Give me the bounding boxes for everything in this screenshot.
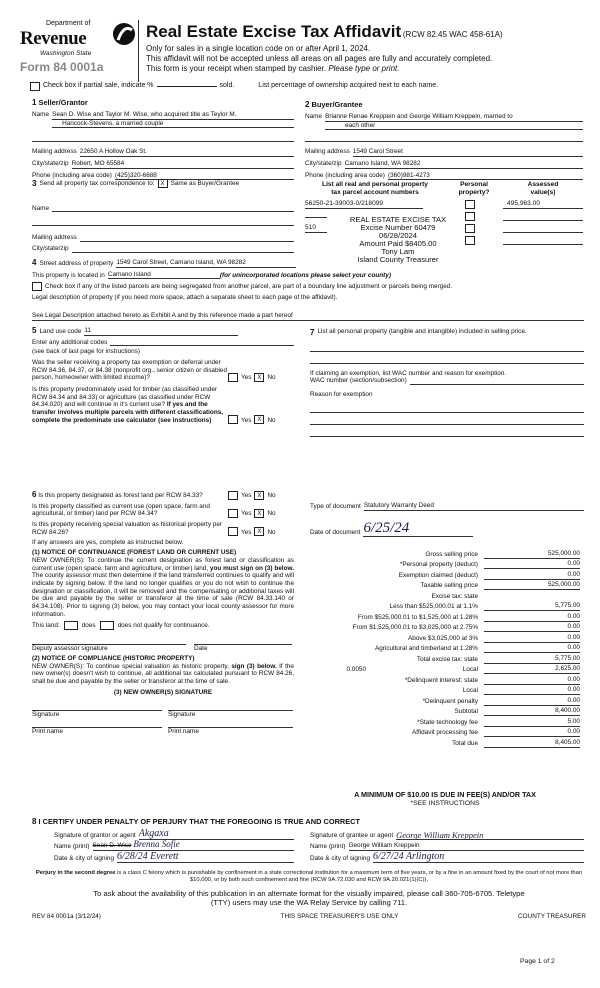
ownership-note: List percentage of ownership acquired next to each name. [258, 82, 439, 90]
exemption-label: If claiming an exemption, list WAC number and reason for exemption. [310, 369, 507, 377]
reason-label: Reason for exemption [310, 390, 373, 398]
subtitle-3: This form is your receipt when stamped by cashier. Please type or print. [146, 63, 400, 73]
q-forest: Is this property designated as forest land per RCW 84.33? [38, 492, 203, 499]
stamp-line-4: Amount Paid $8405.00 [359, 238, 437, 248]
tax-row-amount[interactable]: 0.00 [484, 697, 580, 706]
document-info [310, 502, 584, 537]
tax-row [300, 548, 580, 559]
revenue-wordmark: Revenue [20, 28, 87, 49]
buyer-name-line2[interactable]: each other [325, 122, 583, 131]
tax-row [300, 622, 580, 633]
same-as-buyer-label: Same as Buyer/Grantee [170, 179, 240, 187]
reason-line-3[interactable] [310, 425, 584, 437]
partial-sale-row [30, 82, 438, 91]
tax-row-amount[interactable]: 8,400.00 [484, 707, 580, 716]
q-exemption-yes[interactable] [228, 373, 238, 382]
buyer-mailing-label: Mailing address [305, 148, 350, 156]
tax-row-label: Less than $525,000.01 at 1.1% [389, 603, 478, 611]
q-current-use: Is this property classified as current use (open space, farm and agricultural, or timber) land per RCW 84.34? [32, 502, 210, 518]
deputy-date-label: Date [194, 645, 208, 653]
page-number: Page 1 of 2 [520, 958, 555, 965]
street-field[interactable]: 1549 Carol Street, Camano Island, WA 98282 [116, 259, 296, 268]
q-current-use-no[interactable]: X [254, 509, 264, 518]
grantee-date-label: Date & city of signing [310, 855, 371, 863]
assessed-value-1[interactable]: 495,963.00 [503, 200, 583, 209]
treasurer-space-label: THIS SPACE TREASURER'S USE ONLY [280, 913, 399, 920]
grantee-signature[interactable]: George William Kreppein [396, 831, 584, 841]
tax-row-amount[interactable]: 525,000.00 [484, 550, 580, 559]
q-exemption: Was the seller receiving a property tax exemption or deferral under RCW 84.36, 84.37, or 84.38 (nonprofit org., senior citizen or disabled person, homeowner with limited income)? [32, 358, 228, 382]
section-7-number: 7 [310, 328, 315, 337]
legal-description-field[interactable]: See Legal Description attached hereto as Exhibit A and by this reference made a part hereof [32, 312, 584, 321]
tax-row-amount[interactable]: 0.00 [484, 644, 580, 653]
tax-row [300, 611, 580, 622]
q-timber-yes[interactable] [228, 415, 238, 424]
additional-codes-label: Enter any additional codes [32, 338, 108, 346]
buyer-city-label: City/state/zip [305, 159, 342, 167]
seller-phone-label: Phone (including area code) [32, 171, 112, 179]
section-1-number: 1 [32, 98, 37, 107]
footer-row [32, 913, 586, 921]
seller-phone-field[interactable]: (425)320-6688 [115, 172, 294, 181]
located-label: This property is located in [32, 271, 105, 279]
tax-row [300, 664, 580, 675]
q-exemption-no[interactable]: X [254, 373, 264, 382]
q-current-use-yes[interactable] [228, 509, 238, 518]
same-as-buyer-checkbox[interactable]: X [158, 179, 168, 188]
corr-city-label: City/state/zip [32, 244, 69, 252]
tax-row-label: *State technology fee [417, 718, 478, 726]
minimum-fee-note [300, 791, 590, 808]
tax-row [300, 559, 580, 570]
tax-row-label: Agricultural and timberland at 1.28% [374, 645, 478, 653]
assessed-value-2[interactable] [503, 212, 583, 221]
tax-row-amount[interactable]: 5.00 [484, 718, 580, 727]
located-field[interactable]: Camano Island [108, 271, 220, 280]
wac-label: WAC number (section/subsection) [310, 377, 407, 385]
grantor-signature[interactable]: Akgaxa [139, 829, 294, 840]
seller-city-label: City/state/zip [32, 159, 69, 167]
revenue-swirl-icon [112, 20, 136, 48]
tax-row-label: Taxable selling price [420, 582, 478, 590]
stamp-line-2: Excise Number 60479 [360, 222, 436, 232]
wa-state-text: Washington State [40, 50, 92, 57]
certification-section [32, 817, 592, 827]
tax-row [300, 569, 580, 580]
grantee-print-name[interactable]: George William Kreppein [349, 842, 584, 851]
segregated-checkbox[interactable] [32, 282, 42, 291]
section-3-number: 3 [32, 179, 37, 188]
notice-continuance-title: (1) NOTICE OF CONTINUANCE (FOREST LAND OR CURRENT USE) [32, 549, 237, 557]
tax-row-amount[interactable]: 5,775.00 [484, 602, 580, 611]
form-citation: (RCW 82.45 WAC 458-61A) [402, 30, 503, 39]
grantee-sign-block [310, 829, 584, 863]
see-back-note: (see back of last page for instructions) [32, 348, 140, 356]
section-2-number: 2 [305, 100, 310, 109]
dor-logo [16, 20, 144, 80]
stamp-line-1: REAL ESTATE EXCISE TAX [349, 215, 447, 224]
tax-row-label: *Personal property (deduct) [399, 561, 478, 569]
parcel-number-1[interactable]: 56250-21-39003-0/218099 [305, 200, 423, 209]
perjury-note [32, 870, 586, 884]
land-use-section: 5 Land use code 11 Enter any additional codes (see back of last page for instructions) Was the seller receiving a property tax exemption or deferral under RCW 84.36, 84.37, or 84.38 (nonprofit org., senior citizen or disabled person, homeowner with limited income)? Yes X No Is this property predominately used for timber (as classified under RCW 84.34 and 84.33) or agriculture (as classified under RCW 84.34.020) and will continue in it's current use? If yes and the transfer involves multiple parcels with different classifications, complete the predominate use calculator (see instructions) Yes X No [32, 326, 294, 424]
tax-calculation-table [300, 548, 580, 748]
does-not-checkbox[interactable] [100, 621, 114, 630]
header-divider [138, 20, 139, 82]
personal-header-2: property? [458, 188, 490, 196]
buyer-section [305, 100, 583, 180]
q-timber-no[interactable]: X [254, 415, 264, 424]
parcel-number-2-stub[interactable] [305, 217, 327, 218]
section-8-number: 8 [32, 817, 37, 826]
section-4-number: 4 [32, 258, 37, 267]
tax-row [300, 590, 580, 601]
personal-checkbox-3[interactable] [465, 224, 475, 233]
tax-row-amount[interactable]: 8,405.00 [484, 739, 580, 748]
notice-continuance-text: NEW OWNER(S): To continue the current designation as forest land or classification as current use (open space, farm and agriculture, or timber) land, you must sign on (3) below. The county assessor must then determine if the land transferred continues to qualify and will indicate by signing below. If the land no longer qualifies or you do not wish to continue the designation or classification, it will be removed and the compensating or additional taxes will be due and payable by the seller or transferor at the time of sale (RCW 84.33.140 or 84.34.108). Prior to signing (3) below, you may contact your local county assessor for more information. [32, 556, 294, 618]
tax-row [300, 695, 580, 706]
section-5-number: 5 [32, 326, 37, 335]
grantor-print-struck: Sean D. Wise [92, 842, 132, 850]
land-use-field[interactable]: 11 [84, 327, 238, 336]
partial-sale-label: Check box if partial sale, indicate % [43, 82, 154, 90]
tax-row-amount[interactable]: 0.00 [484, 686, 580, 695]
minimum-line-1: A MINIMUM OF $10.00 IS DUE IN FEE(S) AND/OR TAX [354, 790, 536, 799]
additional-codes-field[interactable] [110, 345, 294, 346]
reason-line-1[interactable] [310, 399, 584, 413]
seller-name-line2[interactable]: Hancock-Stevens, a married couple [52, 120, 294, 129]
tax-row-label: From $525,000.01 to $1,525,000 at 1.28% [357, 613, 478, 621]
buyer-city-field[interactable]: Camano Island, WA 98282 [345, 160, 583, 169]
buyer-name-line1[interactable]: Brianne Renae Kreppein and George William Kreppein, married to [325, 113, 583, 122]
personal-property-line-1[interactable] [310, 338, 584, 352]
street-label: Street address of property [39, 259, 114, 267]
assessed-header: Assessed [527, 181, 559, 188]
tax-row-amount[interactable]: 0.00 [484, 676, 580, 685]
grantor-print-label: Name (print) [54, 843, 90, 851]
tax-row-label: Excise tax: state [431, 592, 478, 600]
tax-row [300, 685, 580, 696]
corr-name-extra-line[interactable] [32, 212, 294, 226]
q-timber: Is this property predominately used for timber (as classified under RCW 84.34 and 84.33) or agriculture (as classified under RCW 84.34.020) and will continue in it's current use? [32, 386, 218, 409]
personal-checkbox-1[interactable] [465, 200, 475, 209]
deputy-date-line[interactable] [194, 644, 292, 645]
buyer-name-extra-line[interactable] [305, 130, 583, 142]
q-timber-bold: If yes and the transfer involves multiple parcels with different classifications, complete the predominate use calculator (see instructions) [32, 401, 224, 424]
tax-row-label: Local [462, 666, 478, 674]
accessibility-note [32, 889, 586, 907]
minimum-line-2: *SEE INSTRUCTIONS [410, 799, 480, 807]
seller-heading: Seller/Grantor [38, 98, 88, 107]
tax-row-amount[interactable]: 5,775.00 [484, 655, 580, 664]
grantor-print-name[interactable]: Brenna Sofie [133, 839, 180, 850]
segregated-label: Check box if any of the listed parcels are being segregated from another parcel, are part of a boundary line adjustment or parcels being merged. [45, 282, 453, 290]
stamp-line-6: Island County Treasurer [357, 254, 439, 264]
seller-mailing-label: Mailing address [32, 148, 77, 156]
grantor-sign-block [54, 829, 294, 863]
doc-type-field[interactable]: Statutory Warranty Deed [364, 502, 584, 511]
title-block [146, 22, 596, 42]
corr-name-field[interactable] [52, 205, 294, 213]
local-rate: 0.0050 [346, 666, 366, 674]
tax-row [300, 727, 580, 738]
partial-percent-field[interactable] [157, 86, 217, 87]
q-historic: Is this property receiving special valuation as historical property per RCW 84.26? [32, 521, 223, 536]
personal-property-section [310, 328, 584, 437]
tax-row-amount[interactable]: 0.00 [484, 623, 580, 632]
doc-type-label: Type of document [310, 503, 361, 510]
personal-checkbox-2[interactable] [465, 212, 475, 221]
tax-row-label: Affidavit processing fee [412, 729, 478, 737]
buyer-mailing-field[interactable]: 1549 Carol Street [353, 148, 583, 157]
seller-name-line1[interactable]: Sean D. Wise and Taylor M. Wise, who acquired title as Teylor M. [52, 111, 294, 120]
tax-row [300, 580, 580, 591]
corr-mailing-label: Mailing address [32, 234, 77, 242]
tax-row [300, 706, 580, 717]
notice-compliance-title: (2) NOTICE OF COMPLIANCE (HISTORIC PROPERTY) [32, 655, 195, 662]
seller-name-label: Name [32, 110, 50, 118]
grantor-date-city[interactable]: 6/28/24 Everett [117, 852, 294, 863]
q-forest-yes[interactable] [228, 491, 238, 500]
tax-row-label: Local [462, 687, 478, 695]
seller-name-extra-line[interactable] [32, 128, 294, 142]
grantee-sig-label: Signature of grantee or agent [310, 832, 394, 840]
land-use-label: Land use code [39, 327, 82, 335]
notice-compliance-text: NEW OWNER(S): To continue special valuation as historic property, sign (3) below. If the new owner(s) doesn't wish to continue, all additional tax calculated pursuant to RCW 84.26, shall be due and payable by the seller or transferor at the time of sale. [32, 662, 294, 686]
dept-of-text: Department of [46, 20, 91, 27]
tax-row-label: From $1,525,000.01 to $3,025,000 at 2.75% [352, 624, 478, 632]
grantee-print-label: Name (print) [310, 843, 346, 851]
seller-mailing-field[interactable]: 22650 A Hollow Oak St. [80, 148, 294, 157]
stamp-line-5: Tony Lam [381, 246, 415, 256]
doc-date-label: Date of document [310, 529, 361, 536]
partial-sold-label: sold. [219, 82, 235, 90]
buyer-heading: Buyer/Grantee [311, 100, 363, 109]
tax-row-amount[interactable]: 2,625.00 [484, 665, 580, 674]
assessed-value-4[interactable] [503, 236, 583, 245]
parcel-header: List all real and personal property [322, 181, 428, 188]
tax-row-amount[interactable]: 0.00 [484, 571, 580, 580]
parcel-number-3-stub[interactable]: 510 [305, 224, 327, 233]
personal-property-label: List all personal property (tangible and intangible) included in selling price. [317, 328, 527, 335]
form-subtitles [146, 44, 492, 73]
q-historic-yes[interactable] [228, 527, 238, 536]
grantor-date-label: Date & city of signing [54, 855, 115, 863]
corr-mailing-field[interactable] [80, 234, 294, 242]
accessibility-line-1: To ask about the availability of this publication in an alternate format for the visually impaired, please call 360-705-6705. Teletype [93, 889, 525, 898]
seller-section [32, 98, 294, 180]
grantor-sig-label: Signature of grantor or agent [54, 832, 136, 840]
wac-field[interactable] [410, 377, 584, 385]
tax-row-label: Total excise tax: state [416, 655, 478, 663]
reason-line-2[interactable] [310, 413, 584, 425]
county-treasurer-label: COUNTY TREASURER [518, 913, 586, 920]
section-6-number: 6 [32, 490, 37, 499]
tax-row [300, 632, 580, 643]
tax-row-label: Above $3,025,000 at 3% [408, 634, 478, 642]
accessibility-line-2: (TTY) users may use the WA Relay Service by calling 711. [210, 898, 408, 908]
tax-row-amount[interactable]: 525,000.00 [484, 581, 580, 590]
subtitle-1: Only for sales in a single location code on or after April 1, 2024. [146, 44, 371, 53]
grantee-date-city[interactable]: 6/27/24 Arlington [373, 852, 584, 863]
seller-city-field[interactable]: Robert, MO 65584 [72, 160, 294, 169]
tax-row-amount[interactable]: 0.00 [484, 613, 580, 622]
tax-row-label: Subtotal [454, 708, 478, 716]
tax-row-label: *Delinquent penalty [422, 697, 478, 705]
personal-header: Personal [460, 181, 488, 188]
parcel-header-2: tax parcel account numbers [331, 188, 419, 196]
correspondence-label: Send all property tax correspondence to: [39, 179, 155, 187]
does-checkbox[interactable] [64, 621, 78, 630]
perjury-text: is a class C felony which is punishable by confinement in a state correctional institution for a maximum term of five years, or by a fine in an amount fixed by the court of not more than $10,000, or by both such confinement and fine (RCW 9A.72.030 and RCW 9A.20.021(1)(C)). [117, 870, 583, 883]
personal-property-line-2[interactable] [310, 352, 584, 364]
buyer-phone-label: Phone (including area code) [305, 171, 385, 179]
partial-sale-checkbox[interactable] [30, 82, 40, 91]
certify-text: I CERTIFY UNDER PENALTY OF PERJURY THAT THE FOREGOING IS TRUE AND CORRECT [38, 817, 361, 826]
tax-row [300, 674, 580, 685]
legal-description-label: Legal description of property (if you need more space, attach a separate sheet to each page of the affidavit). [32, 294, 338, 302]
this-land-label: This land: [32, 621, 60, 629]
tax-row [300, 716, 580, 727]
tax-row [300, 601, 580, 612]
located-note: (for unincorporated locations please select your county) [219, 271, 391, 279]
form-number: Form 84 0001a [20, 60, 104, 74]
subtitle-2: This affidavit will not be accepted unless all areas on all pages are fully and accurately completed. [146, 53, 493, 63]
q-forest-no[interactable]: X [254, 491, 264, 500]
new-owner-signature-title: (3) NEW OWNER(S) SIGNATURE [113, 688, 213, 696]
tax-row-amount[interactable]: 0.00 [484, 560, 580, 569]
tax-row-label: *Delinquent interest: state [404, 676, 478, 684]
perjury-bold: Perjury in the second degree [35, 870, 116, 876]
correspondence-section [32, 179, 294, 253]
deputy-label: Deputy assessor signature [32, 645, 108, 653]
tax-row [300, 737, 580, 748]
forest-section: 6 Is this property designated as forest land per RCW 84.33? Yes X No Is this property classified as current use (open space, farm and agricultural, or timber) land per RCW 84.34? Yes X No Is this property receiving special valuation as historical property per RCW 84.26? Yes X No If any answers are yes, complete as instructed below. (1) NOTICE OF CONTINUANCE (FOREST LAND OR CURRENT USE) NEW OWNER(S): To continue the current designation as forest land or classification as current use (open space, farm and agriculture, or timber) land, you must sign on (3) below. The county assessor must then determine if the land transferred continues to qualify and will indicate by signing below. If the land no longer qualifies or you do not wish to continue the designation or classification, it will be removed and the compensating or additional taxes will be due and payable by the seller or transferor at the time of sale (RCW 84.33.140 or 84.34.108). Prior to signing (3) below, you may contact your local county assessor for more information. This land: does does not qualify for continuance. Deputy assessor signature Date (2) NOTICE OF COMPLIANCE (HISTORIC PROPERTY) NEW OWNER(S): To continue special valuation as historic property, sign (3) below. If the new owner(s) doesn't wish to continue, all additional tax calculated pursuant to RCW 84.26, shall be due and payable by the seller or transferor at the time of sale. (3) NEW OWNER(S) SIGNATURE Signature Signature Print name Print name [32, 490, 294, 736]
treasurer-stamp [338, 216, 458, 264]
form-title: Real Estate Excise Tax Affidavit [146, 22, 402, 41]
corr-city-field[interactable] [72, 245, 294, 253]
tax-row [300, 643, 580, 654]
revision-label: REV 84 0001a (3/12/24) [32, 913, 101, 920]
tax-row-amount[interactable]: 0.00 [484, 634, 580, 643]
stamp-line-3: 06/28/2024 [378, 230, 417, 240]
tax-row-label: Total due [452, 739, 478, 747]
tax-row-label: Gross selling price [425, 550, 478, 558]
assessed-value-3[interactable] [503, 224, 583, 233]
if-any-yes-note: If any answers are yes, complete as instructed below. [32, 539, 184, 547]
tax-row-amount[interactable]: 0.00 [484, 728, 580, 737]
doc-date-field[interactable]: 6/25/24 [363, 521, 473, 537]
property-section [32, 254, 584, 321]
q-historic-no[interactable]: X [254, 527, 264, 536]
personal-checkbox-4[interactable] [465, 236, 475, 245]
assessed-header-2: value(s) [530, 188, 556, 196]
buyer-name-label: Name [305, 112, 323, 120]
tax-row-label: Exemption claimed (deduct) [398, 571, 478, 579]
tax-row [300, 653, 580, 664]
corr-name-label: Name [32, 204, 50, 212]
buyer-phone-field[interactable]: (360)981-4273 [388, 172, 583, 181]
